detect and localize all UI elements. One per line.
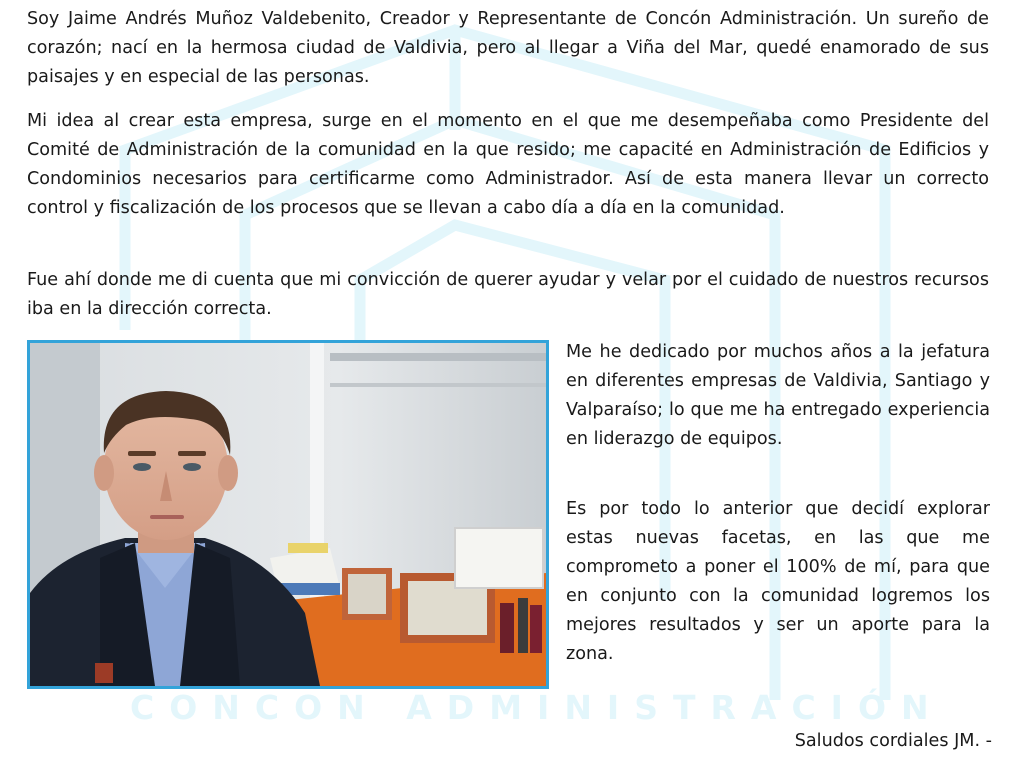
signature: Saludos cordiales JM. - <box>794 731 992 751</box>
portrait-photo <box>27 340 549 689</box>
experience-paragraph: Me he dedicado por muchos años a la jefatura en diferentes empresas de Valdivia, Santiago y Valparaíso; lo que me ha entregado experiencia en liderazgo de equipos. <box>566 342 990 449</box>
conviction-paragraph: Fue ahí donde me di cuenta que mi convicción de querer ayudar y velar por el cuidado de nuestros recursos iba en la dirección correcta. <box>27 270 989 319</box>
watermark-text: CONCON ADMINISTRACIÓN <box>130 688 944 727</box>
commitment-paragraph: Es por todo lo anterior que decidí explorar estas nuevas facetas, en las que me comprometo a poner el 100% de mí, para que en conjunto con la comunidad logremos los mejores resultados y ser un aporte para la zona. <box>566 499 990 664</box>
company-idea-paragraph: Mi idea al crear esta empresa, surge en el momento en el que me desempeñaba como Presidente del Comité de Administración de la comunidad en la que resido; me capacité en Administración de Edificios y Condominios necesarios para certificarme como Administrador. Así de esta manera llevar un correcto control y fiscalización de los procesos que se llevan a cabo día a día en la comunidad. <box>27 111 989 218</box>
intro-paragraph: Soy Jaime Andrés Muñoz Valdebenito, Creador y Representante de Concón Administración. Un sureño de corazón; nací en la hermosa ciudad de Valdivia, pero al llegar a Viña del Mar, quedé enamorado de sus paisajes y en especial de las personas. <box>27 9 989 87</box>
